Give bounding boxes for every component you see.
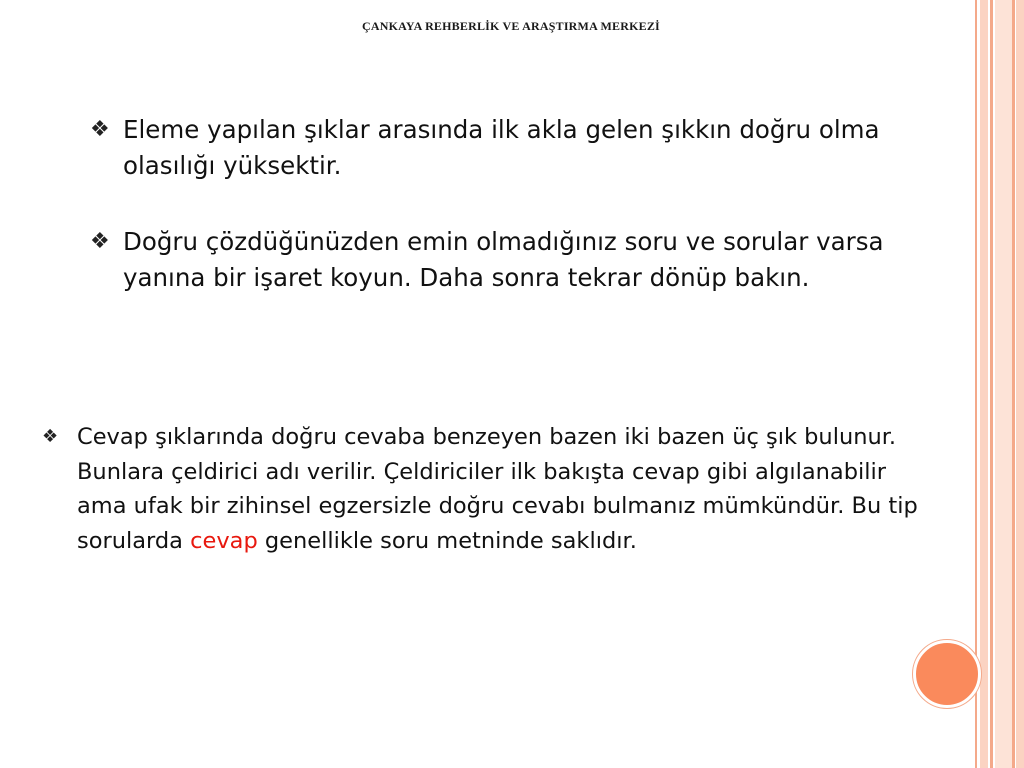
bullet-text-part: genellikle soru metninde saklıdır. bbox=[257, 527, 637, 554]
bullet-text bbox=[42, 420, 922, 558]
decor-stripe bbox=[1016, 0, 1024, 768]
bullet-item-3 bbox=[42, 420, 922, 558]
decor-stripe bbox=[990, 0, 993, 768]
page-header: ÇANKAYA REHBERLİK VE ARAŞTIRMA MERKEZİ bbox=[362, 19, 660, 33]
diamond-bullet-icon: ❖ bbox=[90, 117, 110, 142]
decor-stripe bbox=[980, 0, 988, 768]
decor-stripe bbox=[1012, 0, 1015, 768]
decor-stripe bbox=[995, 0, 1012, 768]
decor-stripe bbox=[975, 0, 977, 768]
bullet-item-1 bbox=[90, 112, 910, 184]
bullet-text: Doğru çözdüğünüzden emin olmadığınız soru ve sorular varsa yanına bir işaret koyun. Daha sonra tekrar dönüp bakın. bbox=[123, 227, 884, 292]
bullet-item-2 bbox=[90, 224, 910, 296]
diamond-bullet-icon: ❖ bbox=[42, 426, 59, 447]
decor-circle bbox=[913, 640, 981, 708]
diamond-bullet-icon: ❖ bbox=[90, 229, 110, 254]
highlighted-word: cevap bbox=[190, 527, 258, 554]
bullet-text: Eleme yapılan şıklar arasında ilk akla gelen şıkkın doğru olma olasılığı yüksektir. bbox=[123, 115, 880, 180]
bullet-text-part: Cevap şıklarında doğru cevaba benzeyen bazen iki bazen üç şık bulunur. Bunlara çeldirici adı verilir. Çeldiriciler ilk bakışta cevap gibi algılanabilir ama ufak bir zihinsel egzersizle doğru cevabı bulmanız mümkündür. Bu tip sorularda bbox=[77, 424, 918, 554]
